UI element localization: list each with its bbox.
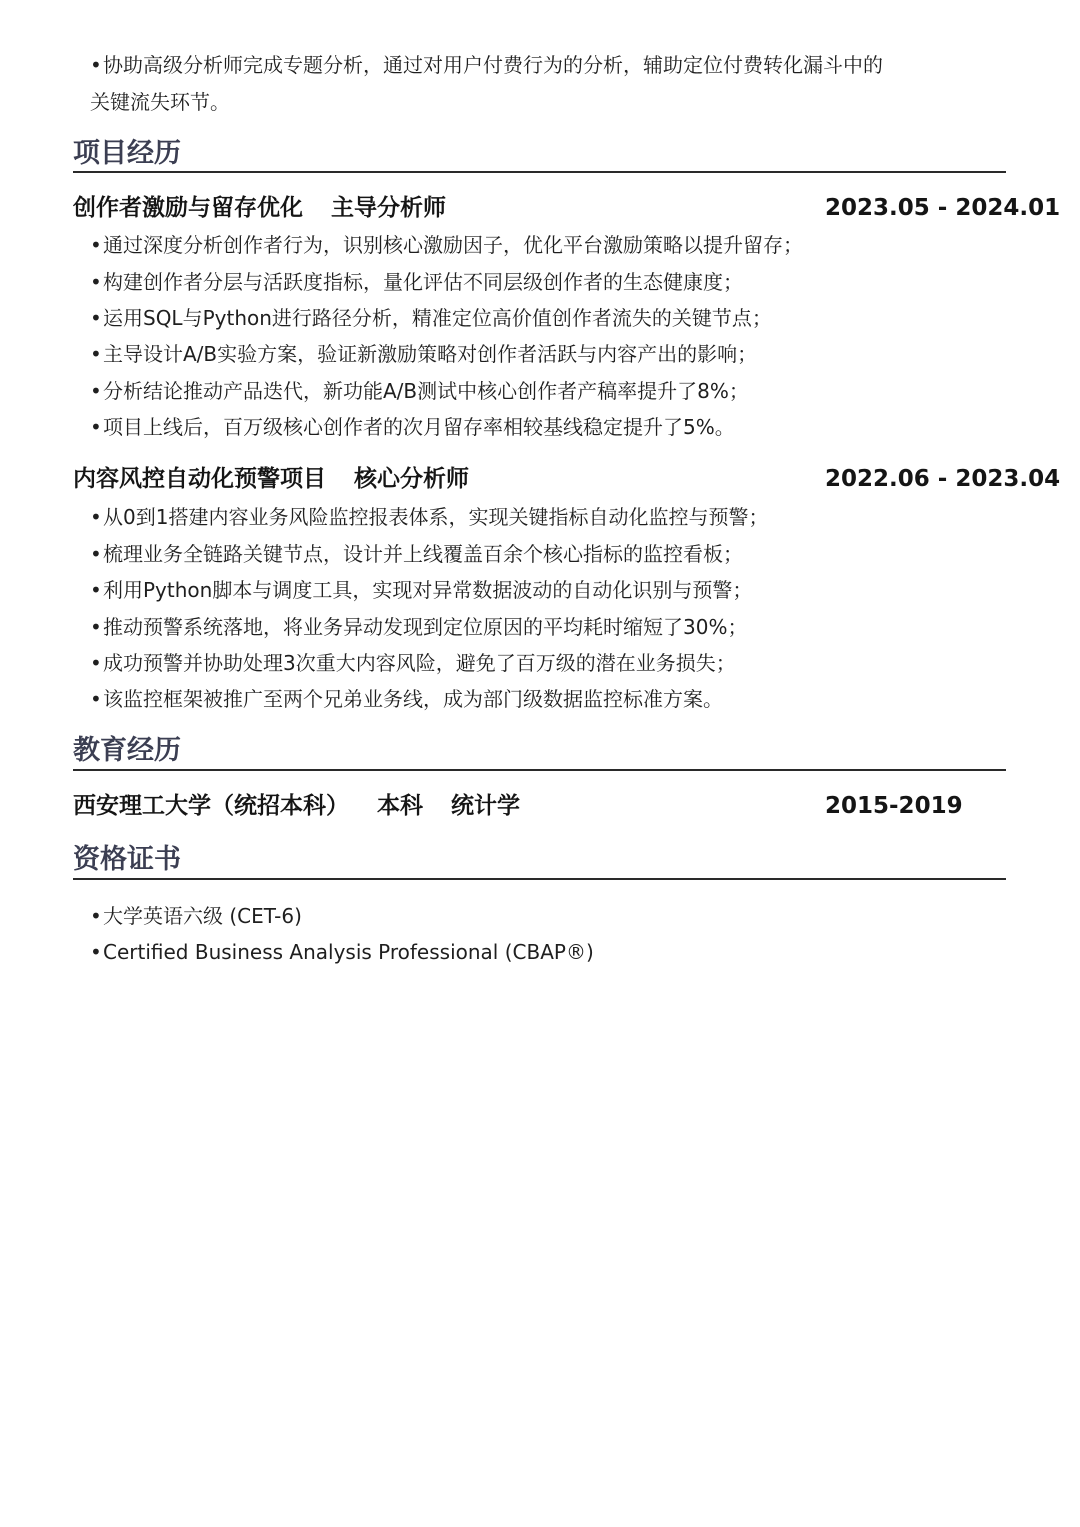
bullet-marker: •	[90, 542, 102, 566]
list-item-text: 运用SQL与Python进行路径分析，精准定位高价值创作者流失的关键节点；	[103, 306, 772, 330]
bullet-marker: •	[90, 233, 102, 257]
major: 统计学	[451, 793, 520, 819]
list-item-text: 成功预警并协助处理3次重大内容风险，避免了百万级的潜在业务损失；	[103, 651, 736, 675]
project-title	[73, 192, 446, 224]
bullet-marker: •	[90, 505, 102, 529]
list-item	[90, 613, 747, 641]
list-item-text: 构建创作者分层与活跃度指标，量化评估不同层级创作者的生态健康度；	[103, 270, 743, 294]
list-item	[90, 503, 768, 531]
list-item-text: 从0到1搭建内容业务风险监控报表体系，实现关键指标自动化监控与预警；	[103, 505, 769, 529]
section-divider	[73, 878, 1006, 880]
bullet-marker: •	[90, 270, 102, 294]
list-item	[90, 231, 803, 259]
list-item	[90, 304, 772, 332]
section-title-education: 教育经历	[73, 735, 181, 766]
school-name: 西安理工大学（统招本科）	[73, 793, 349, 819]
list-item	[90, 340, 757, 368]
bullet-marker: •	[90, 687, 102, 711]
list-item-text: 项目上线后，百万级核心创作者的次月留存率相较基线稳定提升了5%。	[103, 415, 735, 439]
project-role: 主导分析师	[331, 195, 446, 221]
project-name: 创作者激励与留存优化	[73, 195, 303, 221]
education-date: 2015-2019	[825, 793, 963, 819]
list-item	[90, 377, 749, 405]
list-item	[90, 576, 752, 604]
list-item-text: 利用Python脚本与调度工具，实现对异常数据波动的自动化识别与预警；	[103, 578, 753, 602]
section-divider	[73, 171, 1006, 173]
bullet-marker: •	[90, 578, 102, 602]
degree: 本科	[377, 793, 423, 819]
intro-line-2: 关键流失环节。	[90, 90, 230, 114]
list-item-text: 主导设计A/B实验方案，验证新激励策略对创作者活跃与内容产出的影响；	[103, 342, 758, 366]
bullet-marker: •	[90, 615, 102, 639]
list-item-text: 该监控框架被推广至两个兄弟业务线，成为部门级数据监控标准方案。	[103, 687, 723, 711]
project-title	[73, 463, 469, 495]
intro-line-1: 协助高级分析师完成专题分析，通过对用户付费行为的分析，辅助定位付费转化漏斗中的	[103, 53, 883, 77]
list-item	[90, 649, 736, 677]
list-item	[90, 413, 735, 441]
intro-bullet	[90, 51, 883, 79]
list-item	[90, 540, 743, 568]
bullet-marker: •	[90, 306, 102, 330]
certificate-text: Certified Business Analysis Professional (CBAP®)	[103, 940, 594, 964]
project-role: 核心分析师	[354, 466, 469, 492]
education-title	[73, 790, 520, 822]
bullet-marker: •	[90, 415, 102, 439]
bullet-marker: •	[90, 53, 102, 77]
section-divider	[73, 769, 1006, 771]
section-title-certificates: 资格证书	[73, 844, 181, 875]
certificate-text: 大学英语六级 (CET-6)	[103, 904, 302, 928]
list-item-text: 推动预警系统落地，将业务异动发现到定位原因的平均耗时缩短了30%；	[103, 615, 748, 639]
list-item-text: 梳理业务全链路关键节点，设计并上线覆盖百余个核心指标的监控看板；	[103, 542, 743, 566]
bullet-marker: •	[90, 342, 102, 366]
list-item-text: 通过深度分析创作者行为，识别核心激励因子，优化平台激励策略以提升留存；	[103, 233, 803, 257]
list-item	[90, 938, 594, 966]
bullet-marker: •	[90, 379, 102, 403]
project-date: 2023.05 - 2024.01	[825, 195, 1061, 221]
list-item-text: 分析结论推动产品迭代，新功能A/B测试中核心创作者产稿率提升了8%；	[103, 379, 749, 403]
list-item	[90, 268, 743, 296]
list-item	[90, 685, 723, 713]
bullet-marker: •	[90, 940, 102, 964]
bullet-marker: •	[90, 904, 102, 928]
list-item	[90, 902, 302, 930]
bullet-marker: •	[90, 651, 102, 675]
project-date: 2022.06 - 2023.04	[825, 466, 1061, 492]
section-title-projects: 项目经历	[73, 138, 181, 169]
project-name: 内容风控自动化预警项目	[73, 466, 326, 492]
